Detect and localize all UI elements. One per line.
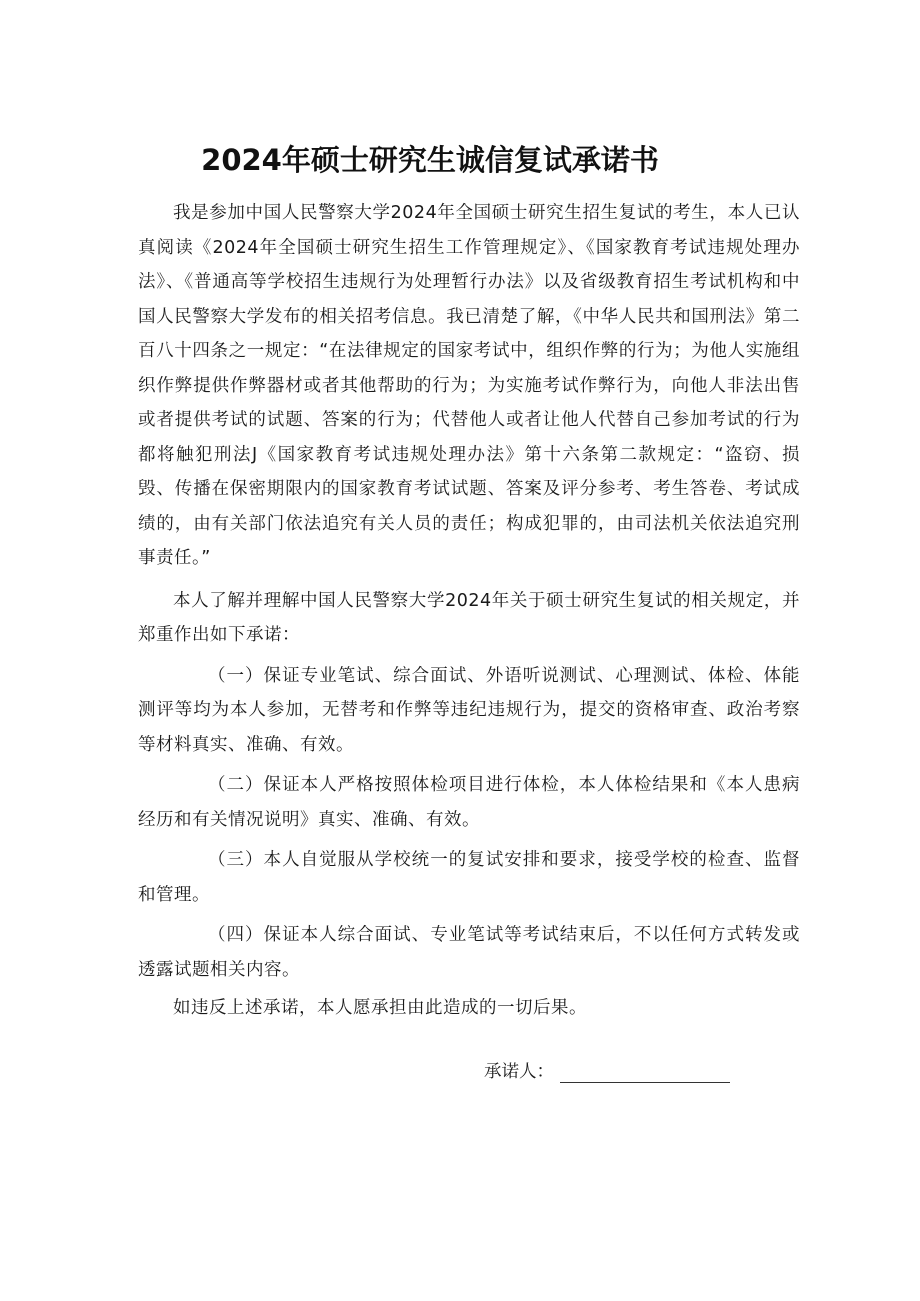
document-body bbox=[138, 196, 800, 1026]
closing-paragraph: 如违反上述承诺，本人愿承担由此造成的一切后果。 bbox=[173, 998, 587, 1018]
commitment-item-4: （四）保证本人综合面试、专业笔试等考试结束后，不以任何方式转发或透露试题相关内容。 bbox=[138, 925, 800, 980]
signature-label: 承诺人： bbox=[484, 1062, 554, 1082]
signature-block bbox=[484, 1058, 730, 1083]
commitment-item-2: （二）保证本人严格按照体检项目进行体检，本人体检结果和《本人患病经历和有关情况说明》真实、准确、有效。 bbox=[138, 775, 800, 830]
commitment-intro-paragraph: 本人了解并理解中国人民警察大学2024年关于硕士研究生复试的相关规定，并郑重作出如下承诺： bbox=[138, 590, 800, 645]
intro-paragraph: 我是参加中国人民警察大学2024年全国硕士研究生招生复试的考生，本人已认真阅读《2024年全国硕士研究生招生工作管理规定》、《国家教育考试违规处理办法》、《普通高等学校招生违规行为处理暂行办法》以及省级教育招生考试机构和中国人民警察大学发布的相关招考信息。我已清楚了解，《中华人民共和国刑法》第二百八十四条之一规定：“在法律规定的国家考试中，组织作弊的行为；为他人实施组织作弊提供作弊器材或者其他帮助的行为；为实施考试作弊行为，向他人非法出售或者提供考试的试题、答案的行为；代替他人或者让他人代替自己参加考试的行为都将触犯刑法J《国家教育考试违规处理办法》第十六条第二款规定：“盗窃、损毁、传播在保密期限内的国家教育考试试题、答案及评分参考、考生答卷、考试成绩的，由有关部门依法追究有关人员的责任；构成犯罪的，由司法机关依法追究刑事责任。” bbox=[138, 203, 800, 568]
document-title: 2024年硕士研究生诚信复试承诺书 bbox=[201, 143, 659, 177]
commitment-item-3: （三）本人自觉服从学校统一的复试安排和要求，接受学校的检查、监督和管理。 bbox=[138, 850, 800, 905]
signature-line[interactable] bbox=[560, 1062, 730, 1083]
commitment-item-1: （一）保证专业笔试、综合面试、外语听说测试、心理测试、体检、体能测评等均为本人参加，无替考和作弊等违纪违规行为，提交的资格审查、政治考察等材料真实、准确、有效。 bbox=[138, 665, 800, 755]
